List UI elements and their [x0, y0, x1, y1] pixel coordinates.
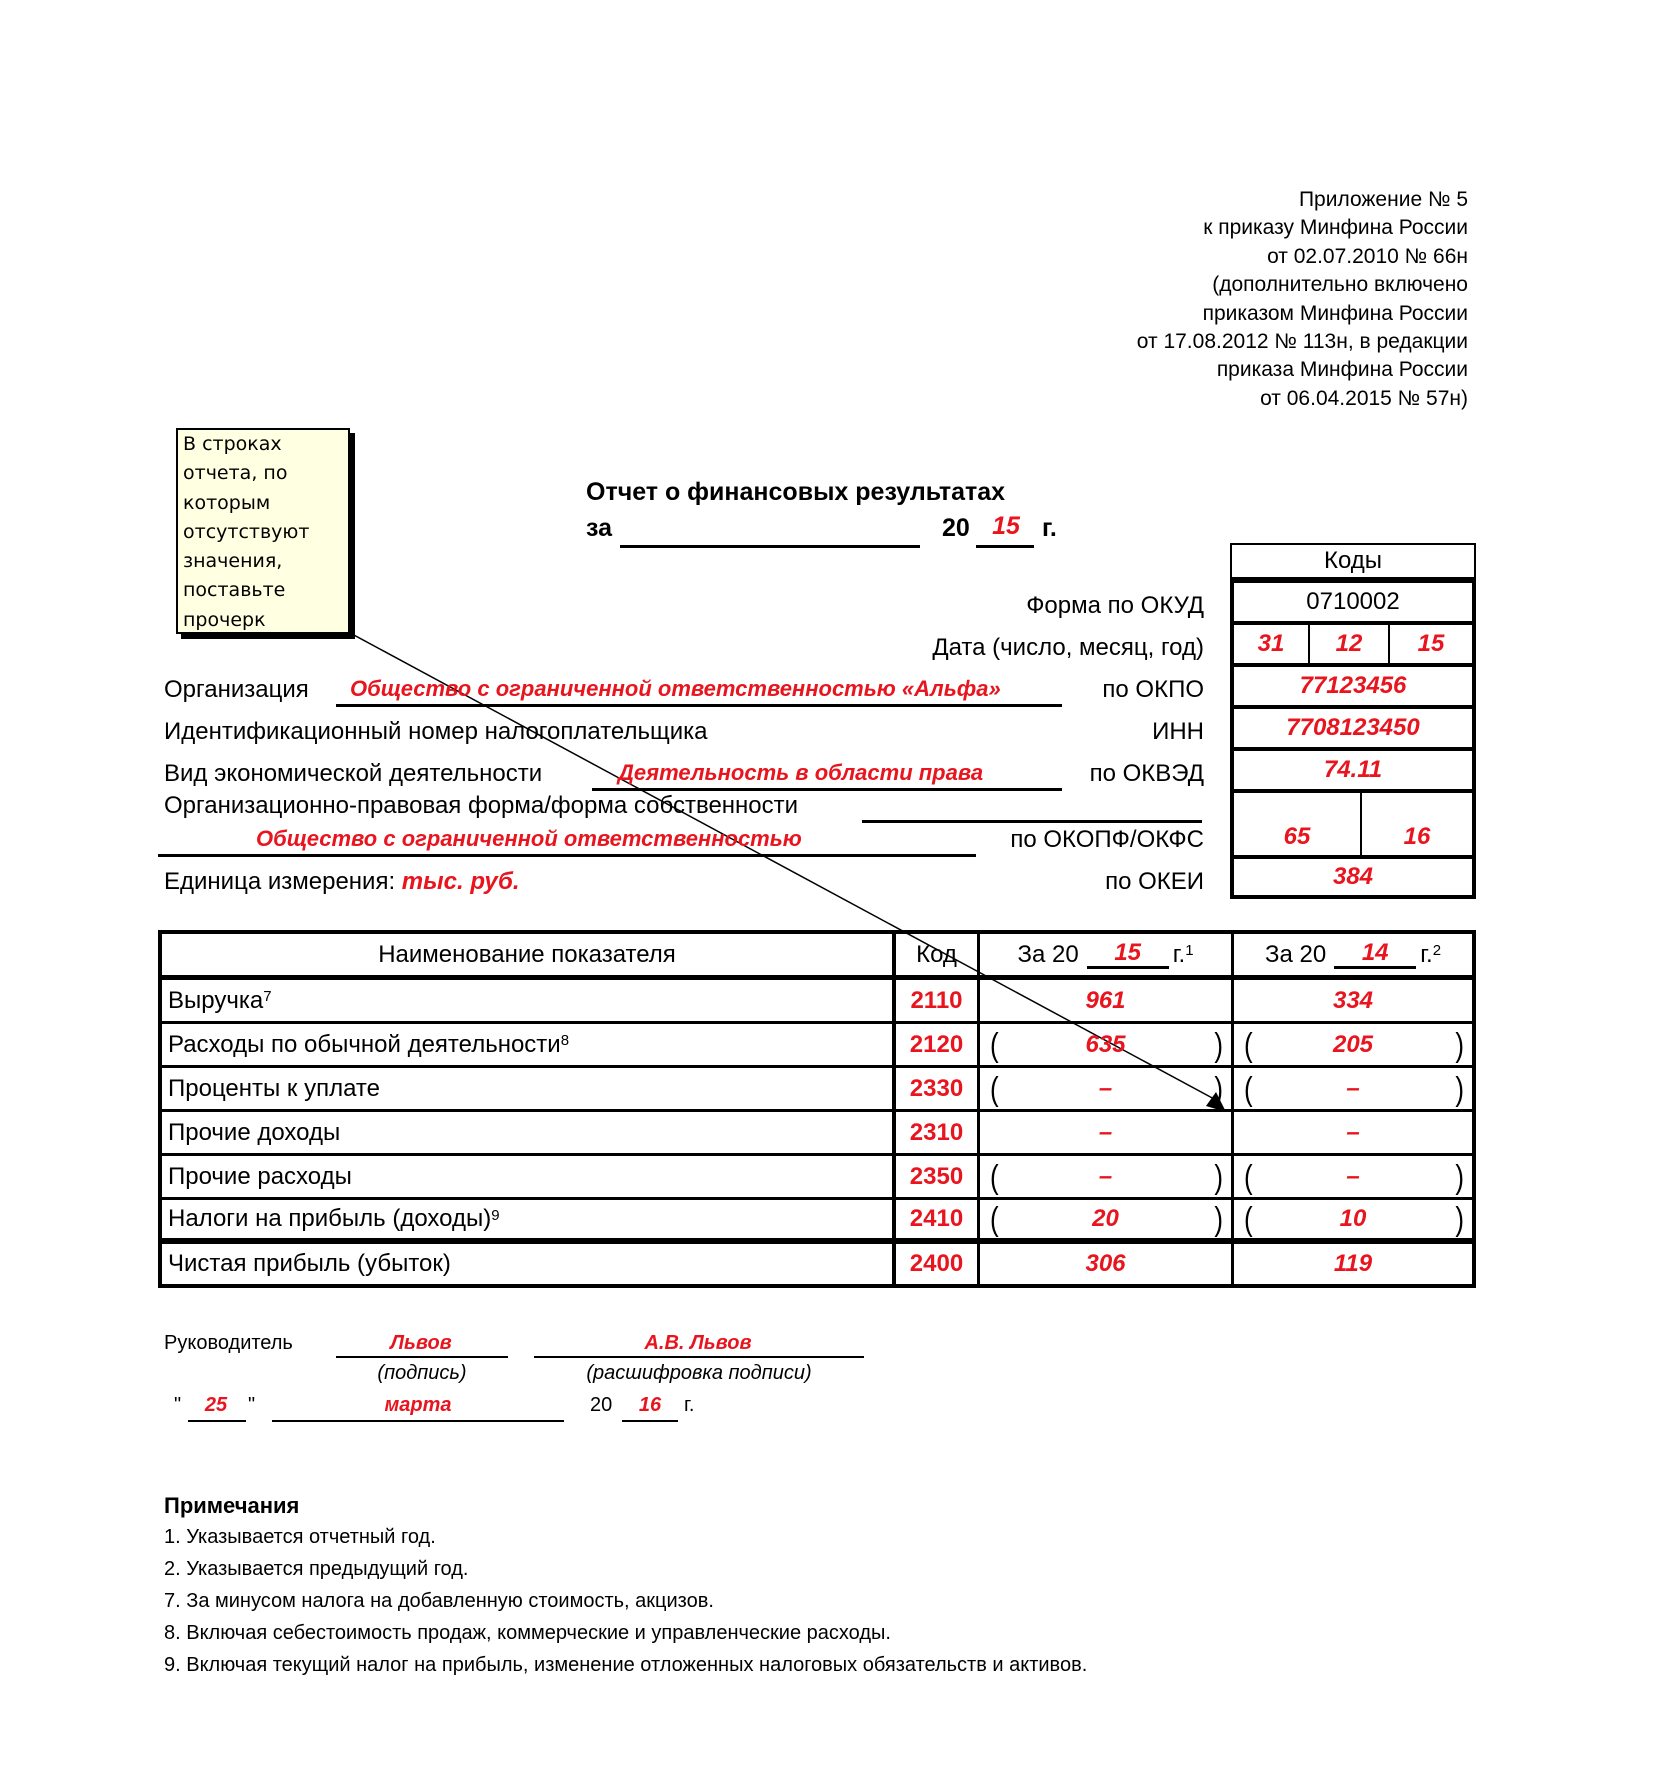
sign-month-field[interactable]: марта [384, 1394, 452, 1416]
sign-year-field[interactable]: 16 [638, 1394, 662, 1416]
header-code: Код [892, 934, 980, 975]
row-current-value[interactable]: 306 [980, 1244, 1234, 1284]
row-code: 2330 [892, 1068, 980, 1109]
signature-name-underline [534, 1356, 864, 1358]
signature-underline [336, 1356, 508, 1358]
table-row [162, 1244, 1472, 1284]
org-name-field[interactable]: Общество с ограниченной ответственностью «Альфа» [350, 676, 1001, 701]
row-name: Расходы по обычной деятельности [168, 1030, 561, 1058]
note-item: 8. Включая себестоимость продаж, коммерческие и управленческие расходы. [164, 1622, 891, 1644]
appendix-line: Приложение № 5 [1298, 188, 1468, 211]
table-header-row [162, 934, 1472, 980]
title-year-field[interactable]: 15 [992, 512, 1020, 540]
row-current-value[interactable]: 961 [980, 980, 1234, 1021]
row-previous-value[interactable]: 119 [1333, 1250, 1373, 1277]
legal-form-underline [158, 854, 976, 857]
header-previous-year: За 20 14 г. $^2$ [1264, 939, 1442, 968]
signature-caption: (подпись) [377, 1362, 467, 1384]
activity-label: Вид экономической деятельности [164, 760, 543, 787]
row-name: Налоги на прибыль (доходы) [168, 1205, 492, 1232]
unit-label: Единица измерения: тыс. руб. [164, 868, 520, 895]
financial-results-table [158, 930, 1476, 1288]
okud-cell: 0710002 [1230, 579, 1476, 623]
title-year-prefix: 20 [942, 514, 970, 542]
row-previous-value[interactable]: – [1346, 1118, 1360, 1146]
okopf-label: по ОКОПФ/ОКФС [1010, 826, 1204, 853]
comment-line: отчета, по [183, 462, 288, 485]
comment-line: В строках [183, 433, 282, 455]
row-previous-cell[interactable]: ( – ) [1244, 1156, 1464, 1196]
row-code: 2110 [892, 980, 980, 1021]
signature-name-field[interactable]: А.В. Львов [644, 1332, 752, 1354]
table-row: Расходы по обычной деятельности $^8$ 2120 ( 635 ) ( 205 ) [162, 1024, 1472, 1068]
row-code: 2400 [892, 1244, 980, 1284]
sign-year-suffix: г. [684, 1394, 695, 1416]
row-code: 2310 [892, 1112, 980, 1153]
okud-label: Форма по ОКУД [1026, 592, 1204, 619]
sign-year-underline [622, 1420, 678, 1422]
header-current-year-field[interactable]: 15 [1087, 940, 1169, 969]
comment-line: которым [183, 491, 271, 514]
date-quote-open: " [174, 1394, 182, 1416]
sign-day-field[interactable]: 25 [204, 1394, 228, 1416]
comment-line: значения, [183, 550, 283, 573]
table-row [162, 1112, 1472, 1156]
row-name: Чистая прибыль (убыток) [168, 1250, 451, 1277]
appendix-line: от 02.07.2010 № 66н [1267, 244, 1468, 268]
row-current-value: – [1098, 1162, 1113, 1190]
row-previous-cell[interactable]: ( 205 ) [1244, 1024, 1464, 1064]
row-name: Выручка [168, 986, 264, 1014]
table-row [162, 1156, 1472, 1200]
row-previous-value: – [1346, 1074, 1360, 1102]
appendix-line: к приказу Минфина России [1203, 216, 1468, 240]
okpo-label: по ОКПО [1102, 676, 1204, 703]
sign-month-underline [272, 1420, 564, 1422]
notes-heading: Примечания [164, 1493, 300, 1518]
row-name: Проценты к уплате [168, 1074, 380, 1102]
inn-label: Идентификационный номер налогоплательщика [164, 718, 708, 745]
row-current-cell[interactable]: ( 20 ) [980, 1200, 1234, 1238]
appendix-line: от 17.08.2012 № 113н, в редакции [1136, 330, 1468, 354]
sign-year-prefix: 20 [590, 1394, 613, 1416]
note-item: 7. За минусом налога на добавленную стоимость, акцизов. [164, 1590, 714, 1612]
row-name: Прочие доходы [168, 1118, 341, 1146]
okei-label: по ОКЕИ [1105, 868, 1204, 895]
okfs-cell[interactable]: 16 [1362, 791, 1476, 857]
note-item: 9. Включая текущий налог на прибыль, изменение отложенных налоговых обязательств и активов. [164, 1654, 1088, 1676]
org-underline [336, 704, 1062, 707]
report-title: Отчет о финансовых результатах [586, 478, 1006, 506]
row-current-value: 635 [1085, 1030, 1126, 1058]
note-item: 1. Указывается отчетный год. [164, 1526, 436, 1548]
inn-cell[interactable]: 7708123450 [1230, 707, 1476, 749]
row-name: Прочие расходы [168, 1162, 352, 1190]
row-previous-cell[interactable]: ( – ) [1244, 1068, 1464, 1108]
comment-line: отсутствуют [183, 520, 310, 543]
title-year-suffix: г. [1042, 514, 1057, 542]
comment-line: поставьте [183, 579, 286, 602]
row-current-value: 20 [1092, 1205, 1119, 1232]
row-previous-value: – [1346, 1162, 1360, 1190]
signature-role-label: Руководитель [164, 1332, 293, 1354]
table-row [162, 1068, 1472, 1112]
row-current-cell[interactable]: ( 635 ) [980, 1024, 1234, 1065]
row-code: 2120 [892, 1024, 980, 1065]
okved-label: по ОКВЭД [1089, 760, 1204, 787]
date-month-cell[interactable]: 12 [1310, 623, 1390, 665]
sign-day-underline [188, 1420, 246, 1422]
unit-field[interactable]: тыс. руб. [401, 868, 520, 895]
appendix-line: (дополнительно включено [1212, 273, 1468, 297]
signature-name-caption: (расшифровка подписи) [586, 1362, 812, 1384]
row-current-value[interactable]: – [980, 1112, 1234, 1153]
table-row: Налоги на прибыль (доходы) $^9$ 2410 ( 20 ) ( 10 ) [162, 1200, 1472, 1244]
date-year-cell[interactable]: 15 [1390, 623, 1476, 665]
inn-code-label: ИНН [1152, 718, 1204, 745]
title-za-label: за [586, 514, 613, 542]
row-code: 2410 [892, 1200, 980, 1238]
codes-header: Коды [1230, 543, 1476, 579]
row-previous-value: 205 [1332, 1030, 1374, 1058]
row-previous-value: 10 [1339, 1205, 1367, 1232]
row-previous-value[interactable]: 334 [1332, 986, 1374, 1014]
row-code: 2350 [892, 1156, 980, 1197]
table-row: Выручка $^7$ 2110 961 334 [162, 980, 1472, 1024]
header-current-year: За 20 15 г. $^1$ [980, 934, 1234, 975]
header-previous-year-field[interactable]: 14 [1334, 940, 1416, 969]
comment-line: прочерк [183, 608, 266, 631]
activity-underline [592, 788, 1062, 791]
okopf-cell[interactable]: 65 [1230, 791, 1362, 857]
year-underline [976, 545, 1034, 548]
legal-form-field[interactable]: Общество с ограниченной ответственностью [256, 826, 802, 851]
row-current-cell[interactable]: ( – ) [980, 1068, 1234, 1109]
org-label: Организация [164, 676, 309, 703]
date-quote-close: " [248, 1394, 256, 1416]
header-name: Наименование показателя [378, 940, 676, 968]
date-day-cell[interactable]: 31 [1230, 623, 1310, 665]
okved-cell[interactable]: 74.11 [1230, 749, 1476, 791]
row-previous-cell[interactable]: ( 10 ) [1244, 1198, 1464, 1238]
row-current-value: – [1098, 1074, 1113, 1102]
okei-cell[interactable]: 384 [1230, 857, 1476, 899]
okpo-cell[interactable]: 77123456 [1230, 665, 1476, 707]
activity-field[interactable]: Деятельность в области права [618, 760, 984, 785]
legal-form-label: Организационно-правовая форма/форма собственности [164, 792, 799, 819]
date-label: Дата (число, месяц, год) [932, 634, 1204, 661]
appendix-line: приказом Минфина России [1202, 301, 1468, 325]
appendix-line: от 06.04.2015 № 57н) [1260, 386, 1468, 410]
period-underline [620, 545, 920, 548]
legal-form-underline-right [862, 820, 1202, 823]
note-item: 2. Указывается предыдущий год. [164, 1558, 469, 1580]
signature-field[interactable]: Львов [390, 1332, 452, 1354]
appendix-line: приказа Минфина России [1216, 358, 1468, 382]
row-current-cell[interactable]: ( – ) [980, 1156, 1234, 1197]
